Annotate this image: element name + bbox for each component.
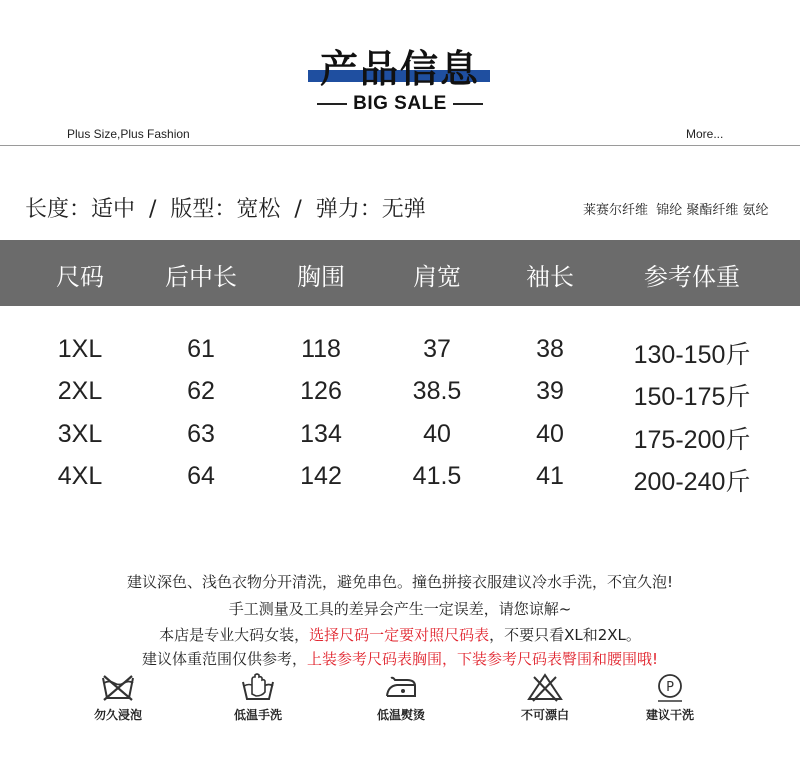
subtitle-line-left — [317, 103, 347, 105]
low-iron-icon — [381, 672, 421, 702]
table-cell: 142 — [300, 462, 342, 490]
care-label: 建议干洗 — [645, 708, 694, 722]
weight-note-highlight: 上装参考尺码表胸围，下装参考尺码表臀围和腰围哦! — [307, 650, 659, 668]
page-title: 产品信息 — [319, 47, 480, 91]
header-weight: 参考体重 — [644, 263, 740, 291]
header-length: 后中长 — [165, 263, 237, 291]
table-cell: 126 — [300, 377, 342, 405]
table-cell: 62 — [187, 377, 215, 405]
product-attributes: 长度：适中 / 版型：宽松 / 弹力：无弹 — [25, 197, 426, 222]
table-cell: 130-150斤 — [633, 341, 751, 369]
care-label: 低温手洗 — [233, 708, 282, 722]
size-note-highlight: 选择尺码一定要对照尺码表 — [309, 626, 490, 644]
more-link[interactable]: More... — [686, 127, 724, 141]
table-cell: 41 — [536, 462, 564, 490]
care-low-iron — [356, 672, 446, 723]
no-bleach-icon — [525, 672, 565, 702]
size-note-text-a: 本店是专业大码女装， — [159, 626, 310, 644]
subtitle-line-right — [453, 103, 483, 105]
subtitle: BIG SALE — [353, 93, 447, 114]
table-cell: 4XL — [57, 462, 103, 490]
table-cell: 61 — [187, 335, 215, 363]
care-label: 勿久浸泡 — [93, 708, 142, 722]
table-cell: 63 — [187, 420, 215, 448]
header-size: 尺码 — [56, 263, 104, 291]
weight-note-text: 建议体重范围仅供参考， — [141, 650, 307, 668]
table-cell: 2XL — [57, 377, 103, 405]
table-cell: 40 — [423, 420, 451, 448]
care-no-bleach — [500, 672, 590, 723]
table-cell: 38.5 — [412, 377, 462, 405]
table-cell: 175-200斤 — [633, 426, 751, 454]
table-cell: 3XL — [57, 420, 103, 448]
header-sleeve: 袖长 — [526, 263, 574, 291]
care-hand-wash — [213, 672, 303, 723]
care-no-soak — [73, 672, 163, 723]
header-divider — [0, 145, 800, 146]
header-bust: 胸围 — [297, 263, 345, 291]
tagline: Plus Size,Plus Fashion — [67, 127, 190, 141]
care-label: 不可漂白 — [520, 708, 569, 722]
table-cell: 150-175斤 — [633, 383, 751, 411]
measure-note: 手工测量及工具的差异会产生一定误差，请您谅解~ — [228, 600, 572, 618]
table-cell: 40 — [536, 420, 564, 448]
table-cell: 134 — [300, 420, 342, 448]
care-dry-clean — [625, 672, 715, 723]
table-cell: 64 — [187, 462, 215, 490]
table-cell: 38 — [536, 335, 564, 363]
table-cell: 118 — [301, 335, 341, 363]
hand-wash-icon — [238, 672, 278, 702]
subtitle-row — [0, 93, 800, 115]
table-cell: 39 — [536, 377, 564, 405]
dry-clean-icon — [650, 672, 690, 702]
svg-text:P: P — [666, 680, 674, 695]
wash-note: 建议深色、浅色衣物分开清洗，避免串色。撞色拼接衣服建议冷水手洗，不宜久泡! — [126, 573, 674, 591]
care-label: 低温熨烫 — [376, 708, 425, 722]
table-cell: 41.5 — [412, 462, 462, 490]
weight-note — [0, 648, 800, 669]
fabric-composition: 莱赛尔纤维 锦纶 聚酯纤维 氨纶 — [583, 203, 769, 218]
header-shoulder: 肩宽 — [413, 263, 461, 291]
table-cell: 1XL — [57, 335, 103, 363]
size-note-text-b: ，不要只看XL和2XL。 — [489, 626, 641, 644]
table-cell: 200-240斤 — [633, 468, 751, 496]
no-soak-icon — [98, 672, 138, 702]
table-cell: 37 — [423, 335, 451, 363]
size-note — [0, 624, 800, 645]
